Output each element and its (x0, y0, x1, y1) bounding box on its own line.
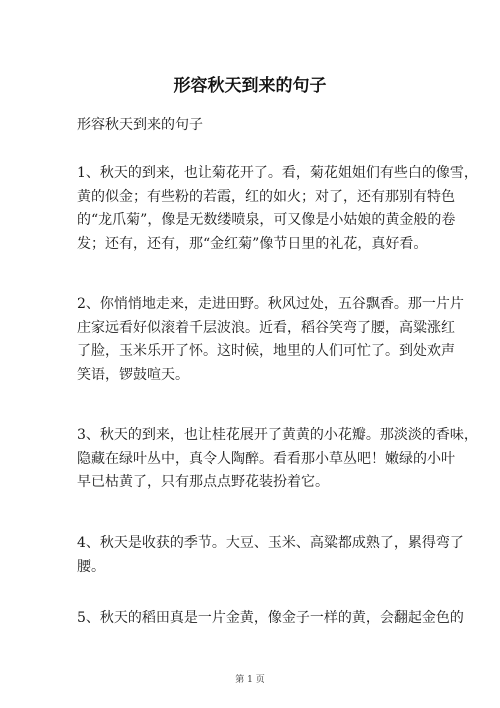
paragraph-2 (77, 293, 464, 387)
paragraph-line: 的“龙爪菊”，像是无数缕喷泉，可又像是小姑娘的黄金般的卷 (77, 212, 456, 228)
document-title: 形容秋天到来的句子 (173, 76, 327, 96)
paragraph-line: 腰。 (77, 558, 105, 575)
page-number-footer: 第 1 页 (235, 675, 265, 685)
document-subtitle: 形容秋天到来的句子 (77, 117, 203, 133)
paragraph-line: 1、秋天的到来，也让菊花开了。看，菊花姐姐们有些白的像雪， (77, 165, 478, 181)
paragraph-1 (77, 162, 478, 256)
paragraph-line: 了脸，玉米乐开了怀。这时候，地里的人们可忙了。到处欢声 (77, 343, 455, 359)
paragraph-line: 2、你悄悄地走来，走进田野。秋风过处，五谷飘香。那一片片 (77, 296, 464, 312)
paragraph-4 (77, 532, 464, 579)
paragraph-5 (77, 607, 464, 631)
paragraph-line: 庄家远看好似滚着千层波浪。近看，稻谷笑弯了腰，高粱涨红 (77, 319, 455, 336)
paragraph-line: 笑语，锣鼓喧天。 (77, 366, 189, 383)
paragraph-line: 发；还有，还有，那“金红菊”像节日里的礼花，真好看。 (77, 235, 428, 252)
paragraph-line: 早已枯黄了，只有那点点野花装扮着它。 (77, 474, 329, 490)
paragraph-line: 隐藏在绿叶丛中，真令人陶醉。看看那小草丛吧！嫩绿的小叶 (77, 450, 455, 467)
paragraph-line: 黄的似金；有些粉的若霞，红的如火；对了，还有那别有特色 (77, 188, 455, 205)
paragraph-line: 5、秋天的稻田真是一片金黄，像金子一样的黄，会翻起金色的 (77, 610, 464, 626)
paragraph-line: 4、秋天是收获的季节。大豆、玉米、高粱都成熟了，累得弯了 (77, 535, 464, 551)
paragraph-3 (77, 424, 478, 495)
paragraph-line: 3、秋天的到来，也让桂花展开了黄黄的小花瓣。那淡淡的香味， (77, 427, 478, 443)
